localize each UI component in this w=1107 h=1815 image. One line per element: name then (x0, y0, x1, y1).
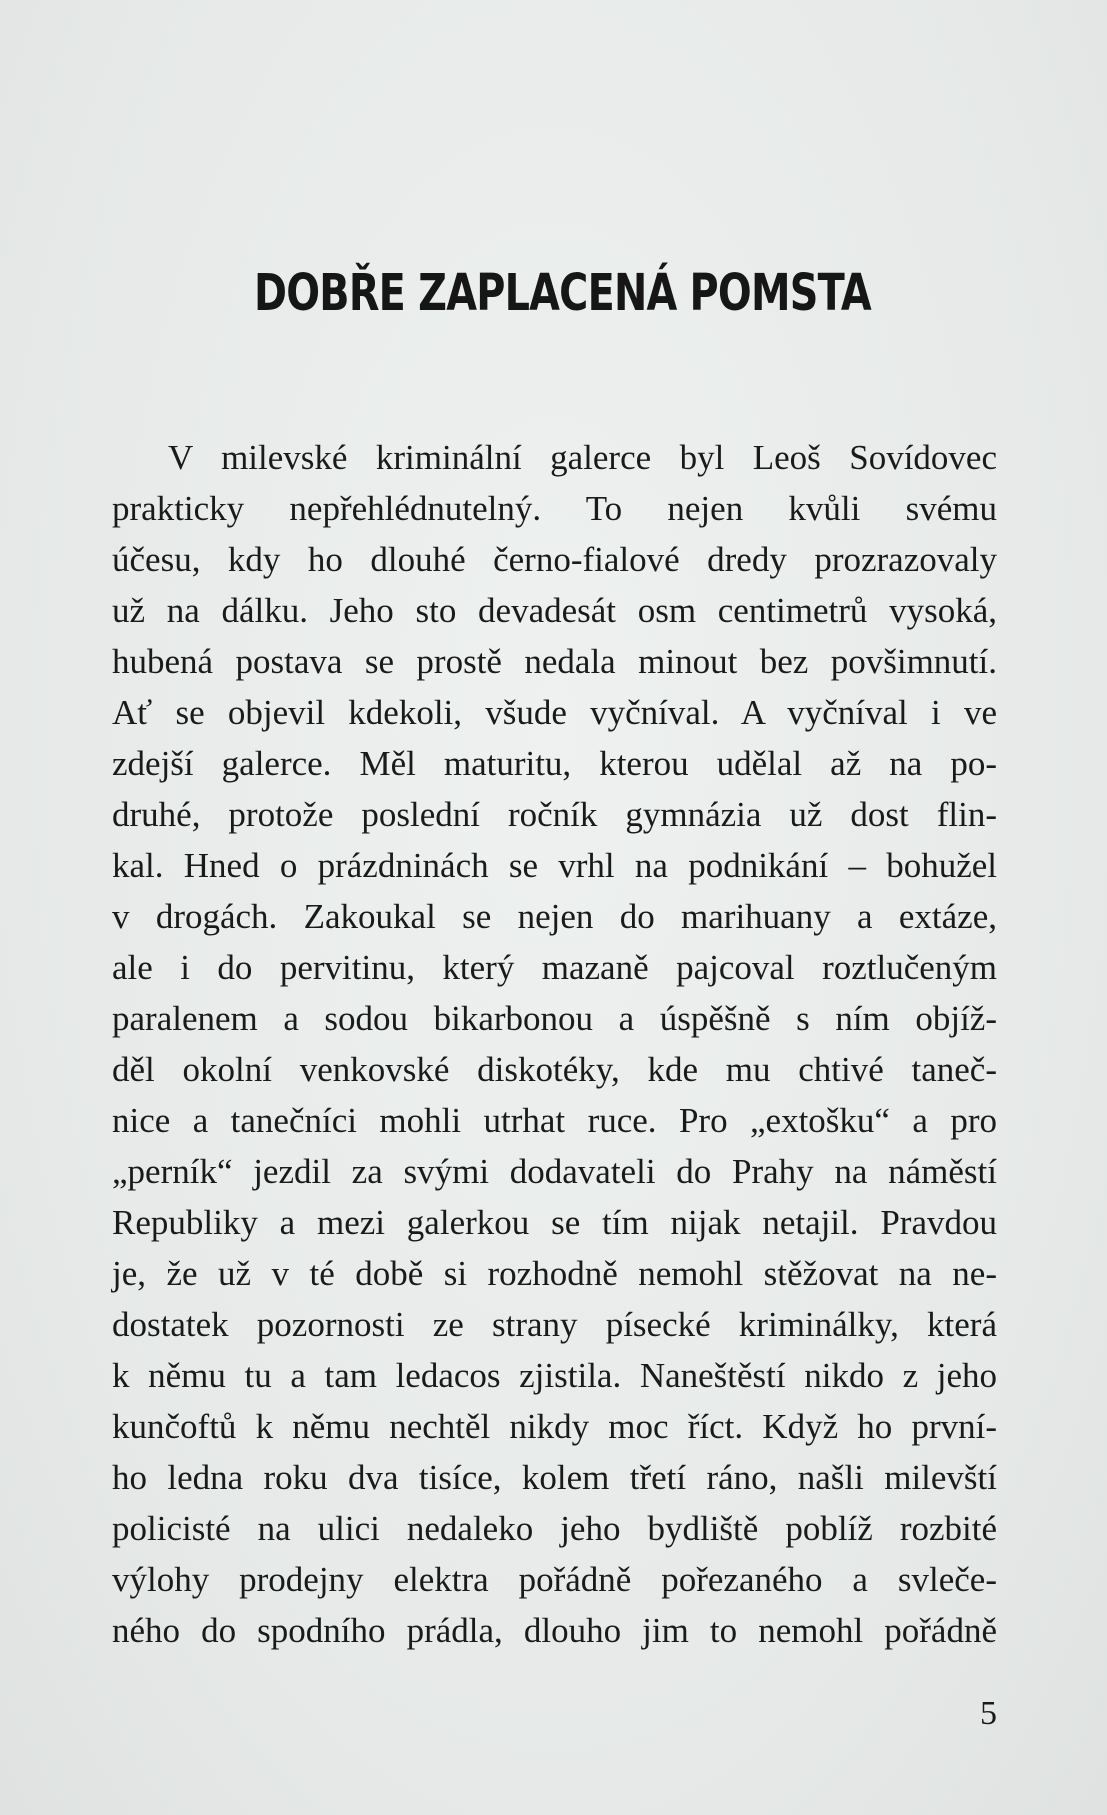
text-line: prakticky nepřehlédnutelný. To nejen kvůli svému (112, 489, 997, 528)
text-line: „perník“ jezdil za svými dodavateli do Prahy na náměstí (112, 1152, 997, 1191)
text-line: ho ledna roku dva tisíce, kolem třetí ráno, našli milevští (112, 1458, 997, 1497)
text-line: nice a tanečníci mohli utrhat ruce. Pro „extošku“ a pro (112, 1101, 997, 1140)
text-line: kunčoftů k němu nechtěl nikdy moc říct. Když ho první- (112, 1407, 997, 1446)
text-line: už na dálku. Jeho sto devadesát osm centimetrů vysoká, (112, 591, 997, 630)
page-number: 5 (980, 1695, 997, 1732)
chapter-title: DOBŘE ZAPLACENÁ POMSTA (254, 264, 871, 323)
text-line: policisté na ulici nedaleko jeho bydliště poblíž rozbité (112, 1509, 997, 1548)
text-line: V milevské kriminální galerce byl Leoš Sovídovec (168, 438, 997, 477)
text-line: k němu tu a tam ledacos zjistila. Naneštěstí nikdo z jeho (112, 1356, 997, 1395)
text-line: Republiky a mezi galerkou se tím nijak netajil. Pravdou (112, 1203, 997, 1242)
text-line: v drogách. Zakoukal se nejen do marihuany a extáze, (112, 897, 997, 936)
text-line: druhé, protože poslední ročník gymnázia už dost flin- (112, 795, 997, 834)
text-line: účesu, kdy ho dlouhé černo-fialové dredy prozrazovaly (112, 540, 997, 579)
text-line: je, že už v té době si rozhodně nemohl stěžovat na ne- (112, 1254, 997, 1293)
text-line: ale i do pervitinu, který mazaně pajcoval roztlučeným (112, 948, 997, 987)
text-line: hubená postava se prostě nedala minout bez povšimnutí. (112, 642, 997, 681)
text-line: zdejší galerce. Měl maturitu, kterou udělal až na po- (112, 744, 997, 783)
text-line: výlohy prodejny elektra pořádně pořezaného a svleče- (112, 1560, 997, 1599)
text-line: Ať se objevil kdekoli, všude vyčníval. A vyčníval i ve (112, 693, 997, 732)
chapter-body (112, 432, 997, 1656)
text-line: kal. Hned o prázdninách se vrhl na podnikání – bohužel (112, 846, 997, 885)
text-line: paralenem a sodou bikarbonou a úspěšně s ním objíž- (112, 999, 997, 1038)
text-line: ného do spodního prádla, dlouho jim to nemohl pořádně (112, 1611, 997, 1650)
text-line: děl okolní venkovské diskotéky, kde mu chtivé taneč- (112, 1050, 997, 1089)
text-line: dostatek pozornosti ze strany písecké kriminálky, která (112, 1305, 997, 1344)
